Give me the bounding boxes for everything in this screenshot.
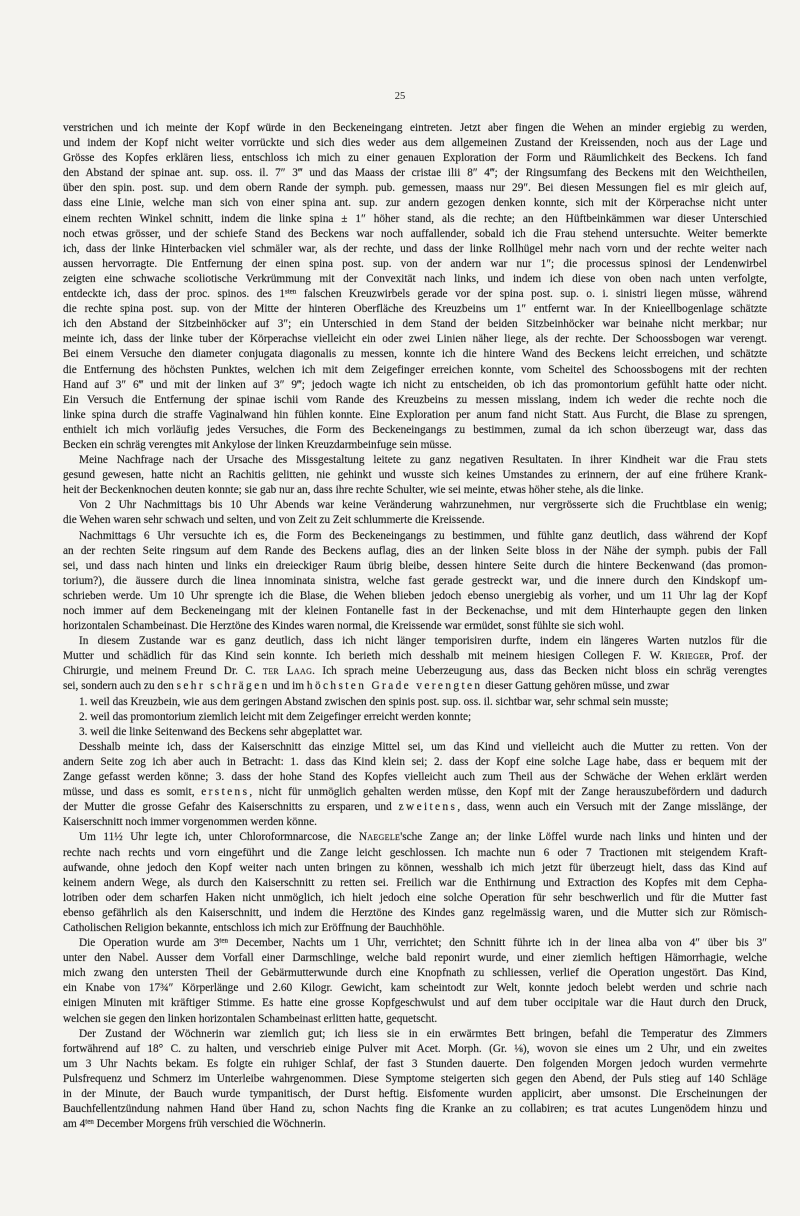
paragraph: [63, 634, 767, 694]
text-line: [63, 1117, 767, 1132]
text-line: schrieben werde. Um 10 Uhr sprengte ich die Blase, die Wehen blieben jedoch ebenso unergiebig als vorher, und um 11 Uhr lag der Kopf: [63, 589, 767, 602]
text-line: die rechte spina post. sup. von der Mitte der hinteren Oberfläche des Kreuzbeins um 1″ entfernt war. In der Knieellbogenlage schätzte: [63, 303, 767, 316]
superscript: sten: [285, 287, 297, 296]
text-line: sei, und dass nach hinten und links ein dreieckiger Raum übrig bleibe, dessen hintere Seite durch die hintere Beckenwand (das promon-: [63, 559, 767, 572]
text-line: Der Zustand der Wöchnerin war ziemlich gut; ich liess sie in ein erwärmtes Bett bringen, befahl die Temperatur des Zimmers: [79, 1027, 767, 1040]
text-line: Nachmittags 6 Uhr versuchte ich es, die Form des Beckeneingangs zu bestimmen, und fühlte ganz deutlich, dass während der Kopf: [79, 529, 767, 542]
text-line: linke spina durch die straffe Vaginalwand hin fühlen konnte. Eine Exploration per anum fand nicht Statt. Aus Furcht, die Blase zu sprengen,: [63, 408, 767, 421]
paragraph: [63, 121, 767, 453]
small-caps-name: Naegele: [358, 831, 401, 844]
text-line: [63, 936, 767, 951]
text-line: welchen sie gegen den linken horizontalen Schambeinast erlitten hatte, gequetscht.: [63, 1012, 438, 1025]
text-run: falschen Kreuzwirbels gerade vor der spina post. sup. o. i. sinistri liegen müsse, während: [296, 288, 767, 301]
text-line: Meine Nachfrage nach der Ursache des Missgestaltung leitete zu ganz negativen Resultaten. In ihrer Kindheit war die Frau stets: [79, 454, 767, 467]
text-run: December, Nachts um 1 Uhr, verrichtet; den Schnitt führte ich in der linea alba von 4″ über bis 3″: [227, 937, 767, 950]
text-line: zeigten eine schwache scoliotische Verkrümmung mit der Convexität nach links, und indem ich diese von oben nach unten verfolgte,: [63, 272, 767, 285]
page-number: 25: [394, 91, 406, 102]
text-run: entdeckte ich, dass der proc. spinos. des 1: [63, 288, 286, 301]
text-line: ein Knabe von 17¾″ Körperlänge und 2.60 Kilogr. Gewicht, kam scheintodt zur Welt, konnte jedoch belebt werden und schrie nach: [63, 982, 767, 995]
text-line: noch immer auf dem Beckeneingang mit der kleinen Fontanelle fast in der Beckenachse, und mit dem Hinterhaupte gegen den linken: [63, 605, 767, 617]
text-run: der Mutter die grosse Gefahr des Kaiserschnitts zu ersparen, und: [63, 801, 399, 814]
text-line: Zange gefasst werden könne; 3. dass der hohe Stand des Kopfes vielleicht auch zum Theil aus der Schwäche der Wehen erklärt werden: [63, 771, 767, 784]
text-run: Chirurgie, und meinem Freund Dr. C.: [63, 665, 264, 678]
text-run: Um 11½ Uhr legte ich, unter Chloroformnarcose, die: [79, 831, 359, 844]
text-line: andern Seite zog ich aber auch in Betracht: 1. dass das Kind klein sei; 2. dass der Kopf eine solche Lage habe, dass er bequem mit der: [63, 755, 767, 768]
text-line: aussen hervorragte. Die Entfernung der einen spina post. sup. von der andern war nur 1″; die processus spinosi der Lendenwirbel: [63, 257, 767, 270]
small-caps-name: Krieger: [670, 650, 710, 663]
text-line: verstrichen und ich meinte der Kopf würde in den Beckeneingang eintreten. Jetzt aber fingen die Wehen an minder ergiebig zu werden,: [63, 122, 767, 134]
text-run: , dass, wenn auch ein Versuch mit der Zange misslänge, der: [457, 801, 767, 814]
text-line: rechte nach rechts und vorn eingeführt und die Zange leicht geschlossen. Ich machte nun 6 oder 7 Tractionen mit steigendem Kraft-: [63, 846, 767, 859]
text-line: Grösse des Kopfes erklären liess, entschloss ich mich zu einer genauen Exploration der Form und Räumlichkeit des Beckens. Ich fand: [63, 152, 767, 165]
text-line: [63, 830, 767, 845]
text-line: 3. weil die linke Seitenwand des Beckens sehr abgeplattet war.: [79, 725, 363, 738]
text-line: den Abstand der spinae ant. sup. oss. il. 7″ 3‴ und das Maass der cristae ilii 8″ 4‴; der Ringsumfang des Beckens mit den Weichtheilen,: [63, 167, 767, 180]
text-line: Von 2 Uhr Nachmittags bis 10 Uhr Abends war keine Veränderung wahrzunehmen, nur vergrösserte sich die Fruchtblase ein wenig;: [79, 499, 767, 512]
text-line: Catholischen Religion bekannte, entschloss ich mich zur Eröffnung der Bauchhöhle.: [63, 921, 445, 934]
text-line: [63, 649, 767, 664]
text-line: horizontalen Schambeinast. Die Herztöne des Kindes waren normal, die Kreissende war ermüdet, sonst fühlte sie sich wohl.: [63, 620, 624, 633]
text-line: Becken ein schräg verengtes mit Ankylose der linken Kreuzdarmbeinfuge sein müsse.: [63, 438, 452, 451]
text-line: einem rechten Winkel schnitt, indem die linke spina ± 1″ höher stand, als die rechte; an den Hüftbeinkämmen war dieser Unterschied: [63, 212, 767, 225]
paragraph: [63, 725, 767, 740]
text-line: [63, 785, 767, 800]
paragraph: [63, 695, 767, 710]
text-line: Pulsfrequenz und Schmerz im Unterleibe wahrgenommen. Diese Symptome steigerten sich gegen den Abend, der Puls stieg auf 140 Schläge: [63, 1072, 767, 1085]
text-run: , nicht für unmöglich gehalten werden müsse, den Kopf mit der Zange herauszubefördern und dadurch: [249, 786, 767, 799]
text-line: die Entfernung des höchsten Punktes, welchen ich mit dem Zeigefinger erreichen konnte, vom Scheitel des Schoossbogens mit der rechten: [63, 363, 767, 376]
text-line: Bei einem Versuche den diameter conjugata diagonalis zu messen, konnte ich die hintere Wand des Beckens leicht erreichen, und schätzte: [63, 348, 767, 361]
paragraph: [63, 498, 767, 528]
paragraph: [63, 936, 767, 1027]
superscript: ten: [219, 936, 228, 945]
paragraph: [63, 740, 767, 831]
text-line: heit der Beckenknochen deuten konnte; sie gab nur an, dass ihre rechte Schulter, wie sei meinte, etwas höher stehe, als die linke.: [63, 484, 644, 497]
paragraph: [63, 710, 767, 725]
text-line: mich zwang den untersten Theil der Gebärmutterwunde durch eine Knopfnath zu schliessen, verlief die Operation ungestört. Das Kind,: [63, 967, 767, 980]
text-run: 'sche Zange an; der linke Löffel wurde nach links und hinten und der: [400, 831, 768, 844]
text-line: ich, dass der linke Hinterbacken viel schmäler war, als der rechte, und dass der linke Rollhügel mehr nach vorn und der rechte weiter nach: [63, 242, 767, 255]
text-run: , Prof. der: [709, 650, 767, 663]
text-line: In diesem Zustande war es ganz deutlich, dass ich nicht länger temporisiren durfte, indem ein längeres Warten nutzlos für die: [79, 635, 767, 648]
text-line: um 3 Uhr Nachts bekam. Es folgte ein ruhiger Schlaf, der fast 3 Stunden dauerte. Den folgenden Morgen jedoch wurden vermehrte: [63, 1057, 767, 1070]
text-line: keinem andern Wege, als durch den Kaiserschnitt zu retten sei. Freilich war die Enthirnung und Extraction des Kopfes mit dem Cepha-: [63, 876, 767, 889]
text-line: Bauchfellentzündung nahmen Hand über Hand zu, schon Nachts fing die Kranke an zu collabiren; es trat acutes Lungenödem hinzu und: [63, 1103, 767, 1116]
text-line: Ein Versuch die Entfernung der spinae ischii vom Rande des Kreuzbeins zu messen misslang, indem ich weder die rechte noch die: [63, 393, 767, 406]
body-text: [63, 121, 767, 1132]
text-line: enthielt ich mich vorläufig jedes Versuches, die Form des Beckeneingangs zu bestimmen, zumal da ich schon überzeugt war, dass das: [63, 423, 767, 436]
text-line: einigen Minuten mit kräftiger Stimme. Es hatte eine grosse Kopfgeschwulst und auf dem tuber occipitale war die Haut durch den Druck,: [63, 997, 767, 1010]
text-line: über den spin. post. sup. und dem obern Rande der symph. pub. gemessen, maass nur 29″. Bei diesen Messungen fiel es mir gleich auf,: [63, 182, 767, 195]
paragraph: [63, 453, 767, 498]
text-run: müsse, und dass es somit,: [63, 786, 202, 799]
text-line: torium?), die äussere durch die linea innominata sinistra, welche fast gerade gestreckt war, und die innere durch den Kindskopf um-: [63, 574, 767, 587]
text-run: Die Operation wurde am 3: [79, 937, 220, 950]
paragraph: [63, 1027, 767, 1133]
text-run: dieser Gattung gehören müsse, und zwar: [482, 680, 670, 693]
text-line: meinte ich, dass der linke tuber der Körperachse vielleicht ein oder zwei Linien näher liege, als der rechte. Der Schoossbogen war verengt.: [63, 333, 767, 346]
text-line: unter den Nabel. Ausser dem Vorfall einer Darmschlinge, welche bald reponirt wurde, und einer ziemlich heftigen Hämorrhagie, welche: [63, 952, 767, 965]
text-line: 1. weil das Kreuzbein, wie aus dem geringen Abstand zwischen den spinis post. sup. oss. il. sichtbar war, sehr schmal sein musste;: [79, 695, 669, 708]
text-line: lotriben oder dem scharfen Haken nicht unmöglich, ich hielt jedoch eine solche Operation für sehr beschwerlich und für die Mutter fast: [63, 891, 767, 904]
small-caps-name: ter Laag: [263, 665, 313, 678]
text-run: am 4: [63, 1118, 86, 1131]
text-line: Desshalb meinte ich, dass der Kaiserschnitt das einzige Mittel sei, um das Kind und vielleicht auch die Mutter zu retten. Von der: [79, 740, 767, 753]
text-line: [63, 287, 767, 302]
superscript: ten: [85, 1117, 94, 1126]
text-line: und indem der Kopf nicht weiter vorrückte und sich dies weder aus dem allgemeinen Zustand der Kreissenden, noch aus der Lage und: [63, 137, 767, 150]
text-line: [63, 679, 767, 694]
text-line: die Wehen waren sehr schwach und selten, und von Zeit zu Zeit schlummerte die Kreissende.: [63, 514, 485, 527]
text-line: gesund gewesen, hatte nicht an Rachitis gelitten, nie gehinkt und wusste sich keines Umstandes zu erinnern, der auf eine frühere Krank-: [63, 469, 767, 482]
paragraph: [63, 830, 767, 936]
spaced-emphasis: zweitens: [398, 801, 458, 814]
text-line: ebenso gefährlich als den Kaiserschnitt, und indem die Herztöne des Kindes ganz regelmässig waren, und die Mutter sich zur Römisch-: [63, 906, 767, 919]
spaced-emphasis: höchsten Grade verengten: [306, 680, 483, 693]
text-line: aufwande, ohne jedoch den Kopf weiter nach unten bringen zu können, wesshalb ich mich jetzt für überzeugt hielt, dass das Kind auf: [63, 861, 767, 874]
text-line: fortwährend auf 18° C. zu halten, und verschrieb einige Pulver mit Acet. Morph. (Gr. ⅛), wovon sie eines um 2 Uhr, und ein zweites: [63, 1042, 767, 1055]
text-line: [63, 664, 767, 679]
text-line: [63, 800, 767, 815]
text-run: . Ich sprach meine Ueberzeugung aus, dass das Becken nicht bloss ein schräg verengtes: [312, 665, 767, 678]
spaced-emphasis: sehr schrägen: [176, 680, 270, 693]
text-line: Hand auf 3″ 6‴ und mit der linken auf 3″ 9‴; jedoch wagte ich nicht zu entscheiden, ob ich das promontorium gefühlt hatte oder nicht.: [63, 378, 767, 391]
text-line: ich den Abstand der Sitzbeinhöcker auf 3″; ein Unterschied in dem Stand der beiden Sitzbeinhöcker war beinahe nicht merkbar; nur: [63, 318, 767, 331]
text-run: December Morgens früh verschied die Wöchnerin.: [93, 1118, 326, 1131]
text-line: dass eine Linie, welche man sich von einer spina ant. sup. zur andern gezogen denken konnte, sich mit der Körperachse nicht unter: [63, 197, 767, 210]
text-line: an der rechten Seite ringsum auf dem Rande des Beckens auflag, dies an der linken Seite bloss in der Nähe der symph. pubis der Fall: [63, 544, 767, 557]
text-run: und im: [269, 680, 307, 693]
text-line: 2. weil das promontorium ziemlich leicht mit dem Zeigefinger erreicht werden konnte;: [79, 710, 472, 723]
text-line: Kaiserschnitt noch immer vorgenommen werden könne.: [63, 816, 317, 829]
text-run: Mutter und schädlich für das Kind sein konnte. Ich berieth mich desshalb mit meinem hiesigen Collegen F. W.: [63, 650, 671, 663]
text-line: noch etwas grösser, und der schiefe Stand des Beckens war noch auffallender, sobald ich die Frau stehend untersuchte. Weiter bemerkte: [63, 227, 767, 240]
text-run: sei, sondern auch zu den: [63, 680, 177, 693]
spaced-emphasis: erstens: [201, 786, 250, 799]
paragraph: [63, 529, 767, 635]
text-line: in der Minute, der Bauch wurde tympanitisch, der Durst heftig. Eisfomente wurden applicirt, aber umsonst. Die Erscheinungen der: [63, 1088, 767, 1100]
